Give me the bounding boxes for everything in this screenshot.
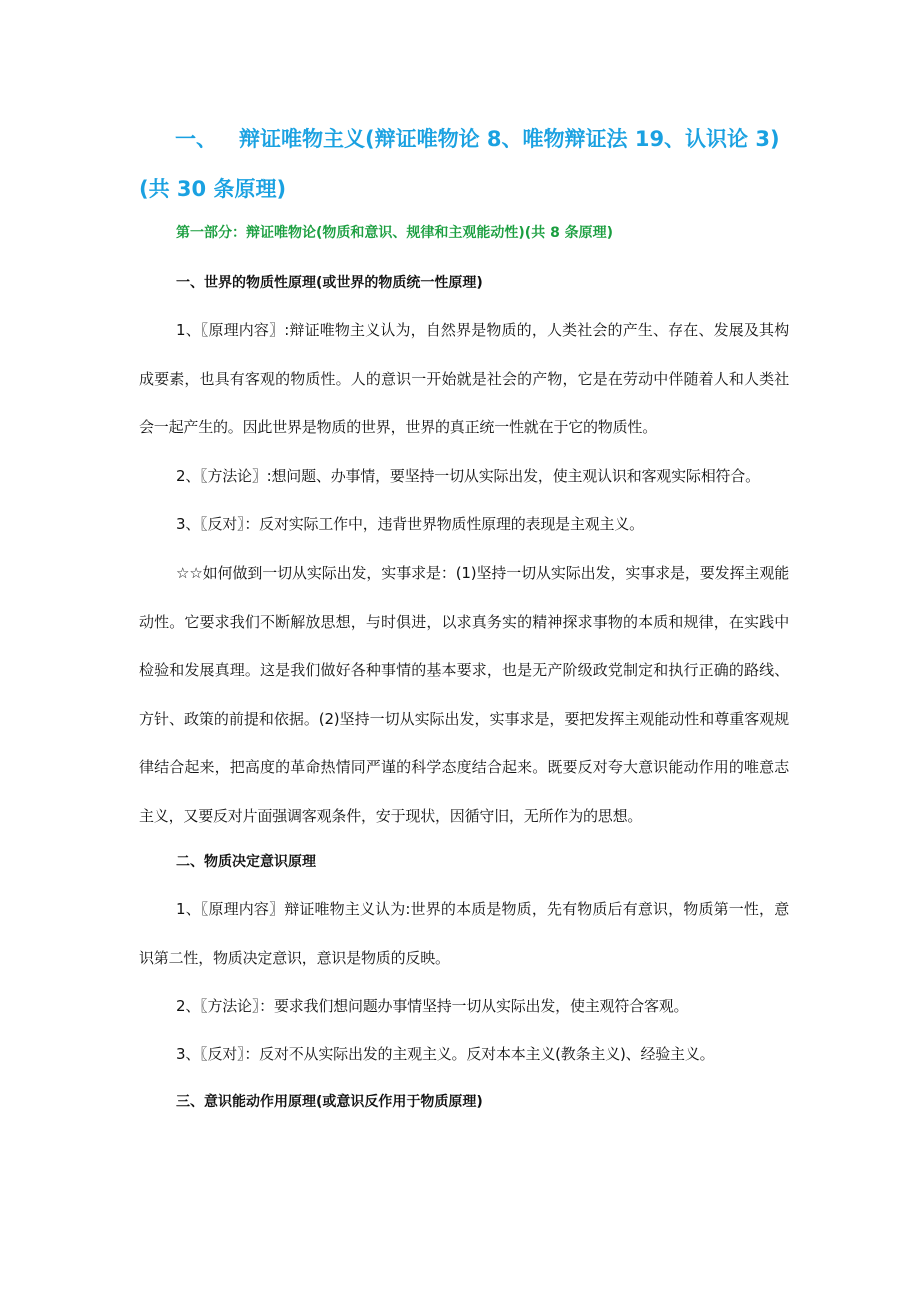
- paragraph-opposition-2: 3、〖反对〗：反对不从实际出发的主观主义。反对本本主义(教条主义)、经验主义。: [176, 1045, 715, 1063]
- title-number: 一、: [175, 127, 217, 151]
- paragraph-methodology-2: 2、〖方法论〗：要求我们想问题办事情坚持一切从实际出发，使主观符合客观。: [176, 997, 689, 1015]
- paragraph-how-to-seek-truth: ☆☆如何做到一切从实际出发，实事求是：(1)坚持一切从实际出发，实事求是，要发挥主观能动性。它要求我们不断解放思想，与时俱进，以求真务实的精神探求事物的本质和规律，在实践中检验和发展真理。这是我们做好各种事情的基本要求，也是无产阶级政党制定和执行正确的路线、方针、政策的前提和依据。(2)坚持一切从实际出发，实事求是，要把发挥主观能动性和尊重客观规律结合起来，把高度的革命热情同严谨的科学态度结合起来。既要反对夸大意识能动作用的唯意志主义，又要反对片面强调客观条件，安于现状，因循守旧，无所作为的思想。: [139, 564, 789, 825]
- paragraph-principle-content-2: 1、〖原理内容〗辩证唯物主义认为:世界的本质是物质，先有物质后有意识，物质第一性，意识第二性，物质决定意识，意识是物质的反映。: [139, 900, 789, 967]
- paragraph-opposition-1: 3、〖反对〗：反对实际工作中，违背世界物质性原理的表现是主观主义。: [176, 515, 644, 533]
- document-title: [139, 114, 789, 214]
- principle-heading-1: 一、世界的物质性原理(或世界的物质统一性原理): [176, 275, 483, 291]
- title-text: 辩证唯物主义(辩证唯物论 8、唯物辩证法 19、认识论 3)(共 30 条原理): [139, 127, 780, 201]
- section-heading: 第一部分：辩证唯物论(物质和意识、规律和主观能动性)(共 8 条原理): [176, 225, 614, 241]
- principle-heading-2: 二、物质决定意识原理: [176, 854, 316, 870]
- principle-heading-3: 三、意识能动作用原理(或意识反作用于物质原理): [176, 1094, 483, 1110]
- paragraph-methodology-1: 2、〖方法论〗:想问题、办事情，要坚持一切从实际出发，使主观认识和客观实际相符合。: [176, 467, 760, 485]
- paragraph-principle-content-1: 1、〖原理内容〗:辩证唯物主义认为，自然界是物质的，人类社会的产生、存在、发展及其构成要素，也具有客观的物质性。人的意识一开始就是社会的产物，它是在劳动中伴随着人和人类社会一起产生的。因此世界是物质的世界，世界的真正统一性就在于它的物质性。: [139, 321, 789, 437]
